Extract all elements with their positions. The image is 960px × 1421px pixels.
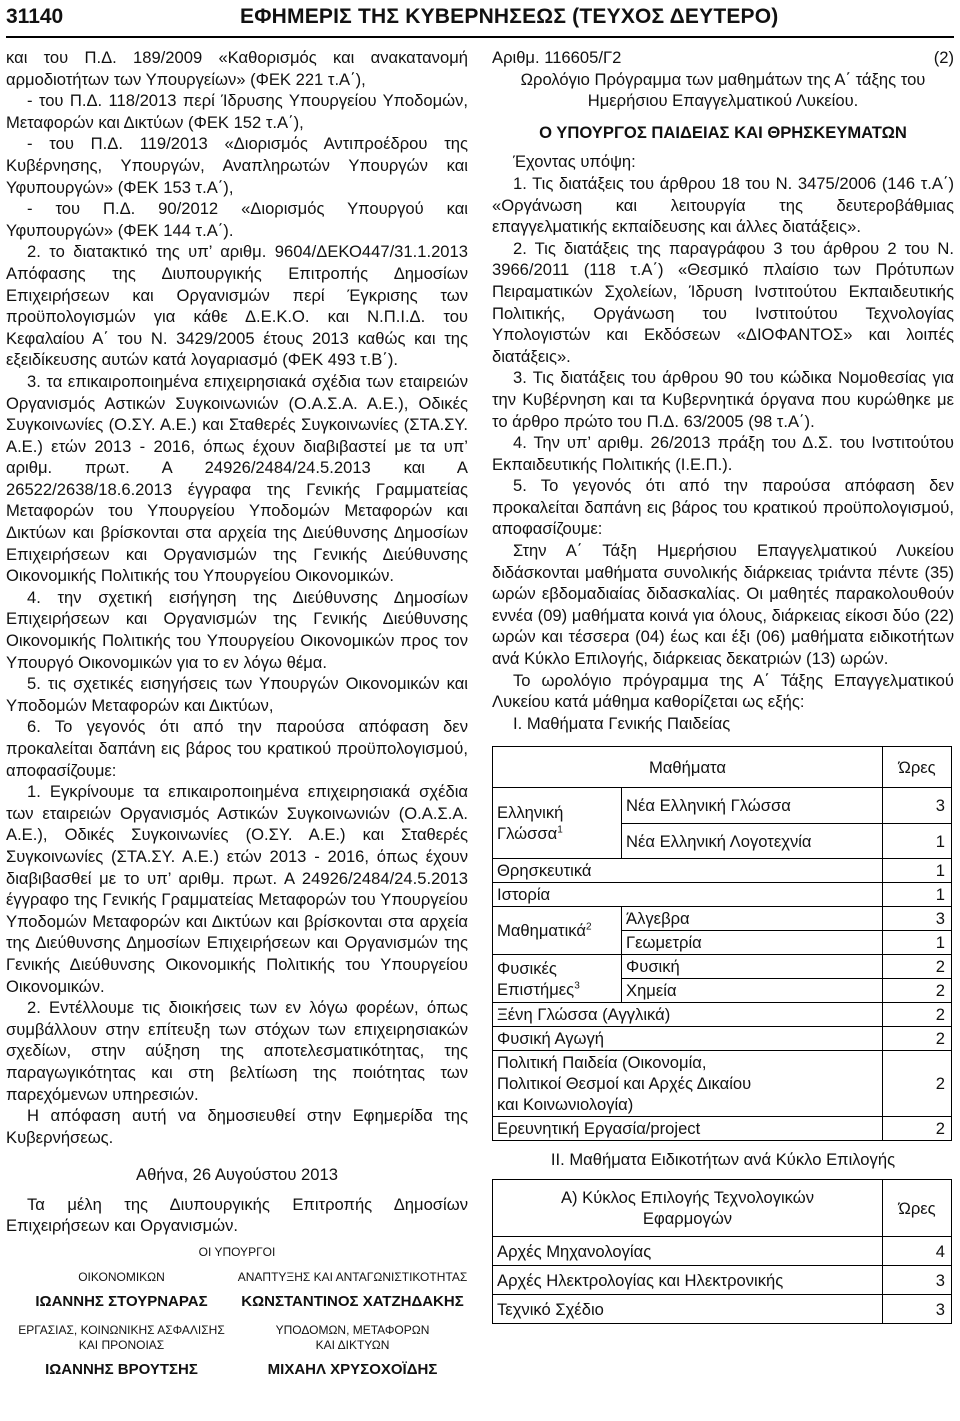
paragraph: 6. Το γεγονός ότι από την παρούσα απόφαση δεν προκαλείται δαπάνη εις βάρος του κρατικού προϋπολογισμού, αποφασίζουμε: [6,717,468,780]
course-cell: Νέα Ελληνική Λογοτεχνία [622,823,883,859]
specialty-courses-table [492,1179,952,1324]
hours-cell: 3 [883,788,952,824]
members-line: Τα μέλη της Διυπουργικής Επιτροπής Δημοσίων Επιχειρήσεων και Οργανισμών. [6,1194,468,1236]
paragraph: 3. Τις διατάξεις του άρθρου 90 του κώδικα Νομοθεσίας για την Κυβέρνηση και τα Κυβερνητικά όργανα που κυρώθηκε με το άρθρο πρώτο του Π.Δ. 63/2005 (98 τ.Α΄). [492,368,954,431]
hours-cell: 1 [883,931,952,955]
signature-name: ΙΩΑΝΝΗΣ ΒΡΟΥΤΣΗΣ [45,1360,198,1378]
date-line: Αθήνα, 26 Αυγούστου 2013 [136,1165,338,1185]
signature-role: ΟΙΚΟΝΟΜΙΚΩΝ [78,1270,165,1285]
signatures-row-1 [6,1270,468,1313]
paragraph: 3. τα επικαιροποιημένα επιχειρησιακά σχέδια των εταιρειών Οργανισμός Αστικών Συγκοινωνιών (Ο.Α.Σ.Α. Α.Ε.), Οδικές Συγκοινωνίες (Ο.ΣΥ. Α.Ε.) και Σταθερές Συγκοινωνίες (ΣΤΑ.ΣΥ. Α.Ε.) ετών 2013 - 2016, όπως έχουν διαβιβαστεί με τα υπ’ αριθμ. πρωτ. Α 24926/2484/24.5.2013 και Α 26522/2638/18.6.2013 έγγραφα της Γενικής Γραμματείας Μεταφορών του Υπουργείου Υποδομών Μεταφορών και Δικτύων και βρίσκονται στα αρχεία της Διεύθυνσης Δημοσίων Επιχειρήσεων και Οργανισμών της Γενικής Διεύθυνσης Οικονομικής Πολιτικής του Υπουργείου Οικονομικών. [6,371,468,586]
course-cell: Θρησκευτικά [493,859,883,883]
section-heading: Ι. Μαθήματα Γενικής Παιδείας [513,713,731,733]
paragraph: 5. τις σχετικές εισηγήσεις των Υπουργών Οικονομικών και Υποδομών Μεταφορών και Δικτύων, [6,674,468,715]
paragraph: 4. Την υπ’ αριθμ. 26/2013 πράξη του Δ.Σ. του Ινστιτούτου Εκπαιδευτικής Πολιτικής (Ι.Ε.Π.). [492,433,954,474]
table-row [493,1266,952,1295]
course-group-cell [493,955,622,1003]
table-row [493,1295,952,1324]
hours-cell: 2 [883,1051,952,1117]
table-row [493,955,952,979]
decision-number: Αριθμ. 116605/Γ2 [492,48,622,67]
signature-role: ΚΑΙ ΠΡΟΝΟΙΑΣ [78,1337,165,1352]
table-row [493,1237,952,1266]
signature-role: ΕΡΓΑΣΙΑΣ, ΚΟΙΝΩΝΙΚΗΣ ΑΣΦΑΛΙΣΗΣ [18,1322,225,1337]
paragraph: 1. Τις διατάξεις του άρθρου 18 του Ν. 3475/2006 (146 τ.Α΄) «Οργάνωση και λειτουργία της δευτεροβάθμιας επαγγελματικής εκπαίδευσης και άλλες διατάξεις». [492,173,954,237]
table-row [493,1117,952,1141]
signature-role: ΥΠΟΔΟΜΩΝ, ΜΕΤΑΦΟΡΩΝ [275,1322,430,1337]
hours-cell: 3 [883,1266,952,1295]
left-column [6,47,468,1380]
hours-cell: 2 [883,979,952,1003]
ministers-label: ΟΙ ΥΠΟΥΡΓΟΙ [198,1245,276,1260]
course-group-cell [493,788,622,859]
paragraph: και του Π.Δ. 189/2009 «Καθορισμός και ανακατανομή αρμοδιοτήτων των Υπουργείων» (ΦΕΚ 221 τ.Α΄), [6,48,468,89]
course-cell: Αρχές Μηχανολογίας [493,1237,883,1266]
course-cell: Ιστορία [493,883,883,907]
header-cell: Ώρες [883,1180,952,1237]
course-cell: Φυσική [622,955,883,979]
signature-role: ΚΑΙ ΔΙΚΤΥΩΝ [315,1337,390,1352]
decision-ref-row [492,47,954,69]
footnote-mark: 1 [557,824,563,836]
course-cell: Πολιτική Παιδεία (Οικονομία, Πολιτικοί Θεσμοί και Αρχές Δικαίου και Κοινωνιολογία) [493,1051,883,1117]
course-cell: Αρχές Ηλεκτρολογίας και Ηλεκτρονικής [493,1266,883,1295]
course-cell: Νέα Ελληνική Γλώσσα [622,788,883,824]
course-cell: Γεωμετρία [622,931,883,955]
paragraph: - του Π.Δ. 90/2012 «Διορισμός Υπουργού και Υφυπουργών» (ΦΕΚ 144 τ.Α΄). [6,199,468,240]
paragraph: 5. Το γεγονός ότι από την παρούσα απόφαση δεν προκαλείται δαπάνη εις βάρος του κρατικού προϋπολογισμού, αποφασίζουμε: [492,476,954,539]
course-cell: Χημεία [622,979,883,1003]
signature-block [6,1270,237,1313]
paragraph: 2. το διατακτικό της υπ’ αριθμ. 9604/ΔΕΚΟ447/31.1.2013 Απόφασης της Διυπουργικής Επιτροπής Δημοσίων Επιχειρήσεων και Οργανισμών περί Έγκρισης των προϋπολογισμών για κάθε Δ.Ε.Κ.Ο. και Ν.Π.Ι.Δ. του Κεφαλαίου Α΄ του Ν. 3429/2005 έτους 2013 καθώς και της εξειδίκευσης αυτών κατά λογαριασμό (ΦΕΚ 493 τ.Β΄). [6,242,468,370]
course-group-label: Επιστήμες [497,979,575,999]
page-number: 31140 [6,5,64,28]
paragraph: Στην Α΄ Τάξη Ημερήσιου Επαγγελματικού Λυκείου διδάσκονται μαθήματα συνολικής διάρκειας τριάντα πέντε (35) ωρών εβδομαδιαίας διδασκαλίας. Οι μαθητές παρακολουθούν εννέα (09) μαθήματα κοινά για όλους, διάρκειας είκοσι δύο (22) ωρών και τέσσερα (04) έως και έξι (06) μαθήματα ειδικοτήτων ανά Κύκλο Επιλογής, διάρκειας δεκατριών (13) ωρών. [492,541,954,669]
hours-cell: 2 [883,1027,952,1051]
issuing-authority: Ο ΥΠΟΥΡΓΟΣ ΠΑΙΔΕΙΑΣ ΚΑΙ ΘΡΗΣΚΕΥΜΑΤΩΝ [539,122,907,142]
course-group-label: Ελληνική Γλώσσα [497,803,564,844]
hours-cell: 2 [883,955,952,979]
general-courses-table [492,746,952,1141]
header-cell: Μαθήματα [493,747,883,788]
paragraph: 1. Εγκρίνουμε τα επικαιροποιημένα επιχειρησιακά σχέδια των εταιρειών Οργανισμός Αστικών Συγκοινωνιών (Ο.Α.Σ.Α. Α.Ε.), Οδικές Συγκοινωνίες (Ο.ΣΥ. Α.Ε.) και Σταθερές Συγκοινωνίες (ΣΤΑ.ΣΥ. Α.Ε.) ετών 2013 - 2016, όπως έχουν διαβιβασθεί με το υπ’ αριθμ. πρωτ. Α 24926/2484/24.5.2013 έγγραφο της Γενικής Γραμματείας Μεταφορών του Υπουργείου Υποδομών Μεταφορών και Δικτύων και βρίσκονται στα αρχεία της Διεύθυνσης Δημοσίων Επιχειρήσεων και Οργανισμών της Γενικής Διεύθυνσης Οικονομικής Πολιτικής του Υπουργείου Οικονομικών. [6,782,468,996]
section-heading: ΙΙ. Μαθήματα Ειδικοτήτων ανά Κύκλο Επιλογής [550,1150,896,1170]
table-header-row [493,1180,952,1237]
course-group-label: Φυσικές [497,958,557,978]
right-column [492,47,954,1324]
course-group-cell [493,907,622,955]
page-header [6,2,954,38]
signature-name: ΜΙΧΑΗΛ ΧΡΥΣΟΧΟΪΔΗΣ [267,1360,438,1378]
gazette-title: ΕΦΗΜΕΡΙΣ ΤΗΣ ΚΥΒΕΡΝΗΣΕΩΣ (ΤΕΥΧΟΣ ΔΕΥΤΕΡΟ) [240,5,779,28]
hours-cell: 4 [883,1237,952,1266]
paragraph: 4. την σχετική εισήγηση της Διεύθυνσης Δημοσίων Επιχειρήσεων και Οργανισμών της Γενικής Διεύθυνσης Οικονομικής Πολιτικής του Υπουργείου Οικονομικών προς τον Υπουργό Οικονομικών για το εν λόγω θέμα. [6,587,468,672]
footnote-mark: 2 [585,921,592,933]
signature-block [6,1323,237,1381]
table-row [493,907,952,931]
paragraph: - του Π.Δ. 118/2013 περί Ίδρυσης Υπουργείου Υποδομών, Μεταφορών και Δικτύων (ΦΕΚ 152 τ.Α΄), [6,91,468,132]
table-row [493,1027,952,1051]
hours-cell: 3 [883,1295,952,1324]
course-cell: Άλγεβρα [622,907,883,931]
decision-index: (2) [933,48,954,67]
course-cell: Τεχνικό Σχέδιο [493,1295,883,1324]
paragraph: Το ωρολόγιο πρόγραμμα της Α΄ Τάξης Επαγγελματικού Λυκείου κατά μάθημα καθορίζεται ως εξής: [492,670,954,712]
hours-cell: 2 [883,1003,952,1027]
hours-cell: 3 [883,907,952,931]
signature-role: ΑΝΑΠΤΥΞΗΣ ΚΑΙ ΑΝΤΑΓΩΝΙΣΤΙΚΟΤΗΤΑΣ [237,1270,468,1285]
course-cell: Ερευνητική Εργασία/project [493,1117,883,1141]
header-cell: Α) Κύκλος Επιλογής Τεχνολογικών Εφαρμογών [493,1180,883,1237]
decision-subject: Ωρολόγιο Πρόγραμμα των μαθημάτων της Α΄ τάξης του Ημερήσιου Επαγγελματικού Λυκείου. [520,69,926,111]
table-row [493,859,952,883]
course-group-label: Μαθηματικά [497,921,586,941]
table-row [493,1003,952,1027]
table-row [493,1051,952,1117]
paragraph: Έχοντας υπόψη: [513,152,636,172]
paragraph: Η απόφαση αυτή να δημοσιευθεί στην Εφημερίδα της Κυβερνήσεως. [6,1106,468,1147]
header-cell: Ώρες [883,747,952,788]
signatures-row-2 [6,1323,468,1381]
paragraph: 2. Εντέλλουμε τις διοικήσεις των εν λόγω φορέων, όπως συμβάλλουν στην επίτευξη των στόχων των επιχειρησιακών σχεδίων, στην αύξηση της αποτελεσματικότητας, της παραγωγικότητας και στη βελτίωση της ποιότητας των παρεχόμενων υπηρεσιών. [6,998,468,1104]
hours-cell: 2 [883,1117,952,1141]
footnote-mark: 3 [574,980,580,992]
table-header-row [493,747,952,788]
paragraph: 2. Τις διατάξεις της παραγράφου 3 του άρθρου 2 του Ν. 3966/2011 (118 τ.Α΄) «Θεσμικό πλαίσιο των Πρότυπων Πειραματικών Σχολείων, Ίδρυση Ινστιτούτου Εκπαιδευτικής Πολιτικής, Οργάνωση του Ινστιτούτου Τεχνολογίας Υπολογιστών και Εκδόσεων «ΔΙΟΦΑΝΤΟΣ» και λοιπές διατάξεις». [492,238,954,366]
signature-name: ΙΩΑΝΝΗΣ ΣΤΟΥΡΝΑΡΑΣ [35,1293,208,1311]
signature-name: ΚΩΝΣΤΑΝΤΙΝΟΣ ΧΑΤΖΗΔΑΚΗΣ [241,1293,464,1311]
signature-block [237,1323,468,1381]
hours-cell: 1 [883,883,952,907]
table-row [493,788,952,824]
signature-block [237,1270,468,1313]
paragraph: - του Π.Δ. 119/2013 «Διορισμός Αντιπροέδρου της Κυβέρνησης, Υπουργών, Αναπληρωτών Υπουργών και Υφυπουργών» (ΦΕΚ 153 τ.Α΄), [6,134,468,197]
table-row [493,883,952,907]
hours-cell: 1 [883,823,952,859]
hours-cell: 1 [883,859,952,883]
course-cell: Ξένη Γλώσσα (Αγγλικά) [493,1003,883,1027]
course-cell: Φυσική Αγωγή [493,1027,883,1051]
